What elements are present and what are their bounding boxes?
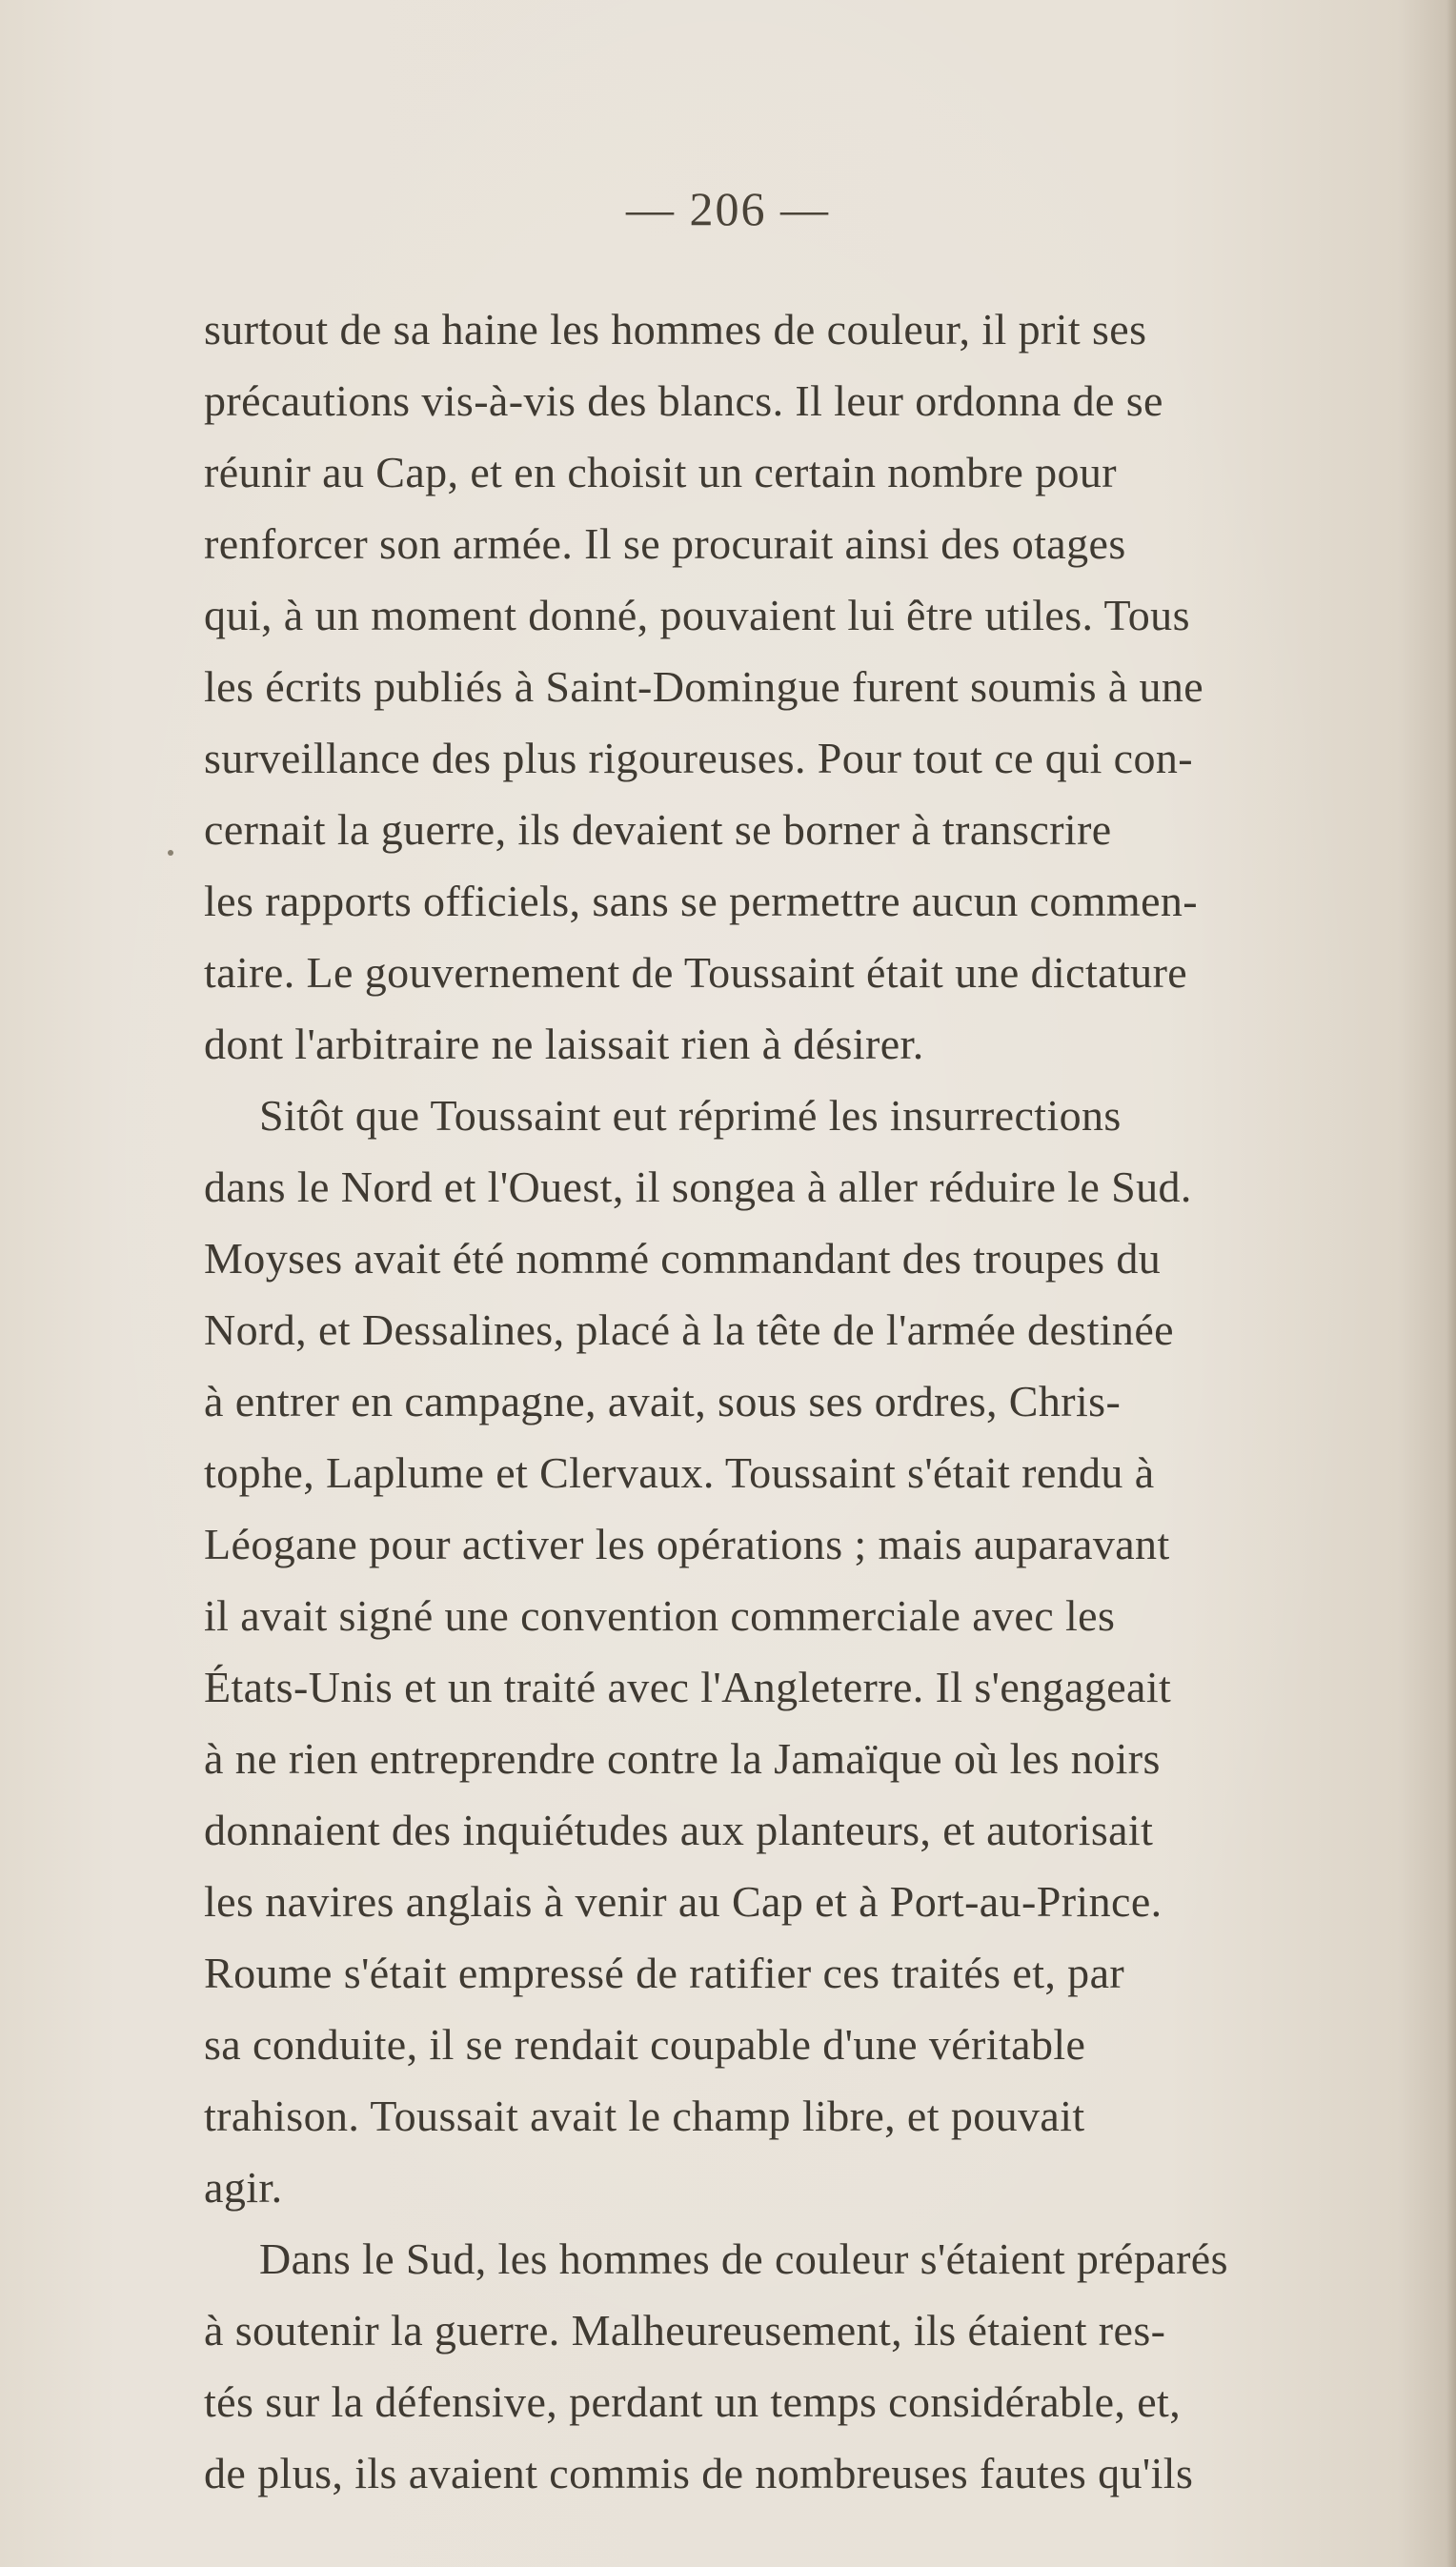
text-line: sa conduite, il se rendait coupable d'une véritable [204, 2020, 1086, 2069]
text-line: qui, à un moment donné, pouvaient lui être utiles. Tous [204, 591, 1190, 639]
text-line: donnaient des inquiétudes aux planteurs, et autorisait [204, 1806, 1154, 1854]
text-line: tophe, Laplume et Clervaux. Toussaint s'était rendu à [204, 1448, 1155, 1497]
text-line: dans le Nord et l'Ouest, il songea à aller réduire le Sud. [204, 1162, 1192, 1211]
page-number: — 206 — [626, 182, 830, 235]
body-text [204, 293, 1433, 2509]
text-line: tés sur la défensive, perdant un temps considérable, et, [204, 2377, 1182, 2426]
text-line: dont l'arbitraire ne laissait rien à désirer. [204, 1020, 924, 1068]
paper-speck [168, 850, 173, 856]
text-line: précautions vis-à-vis des blancs. Il leur ordonna de se [204, 376, 1163, 425]
text-line: États-Unis et un traité avec l'Angleterre. Il s'engageait [204, 1663, 1172, 1711]
text-line: agir. [204, 2163, 283, 2212]
text-line: trahison. Toussait avait le champ libre, et pouvait [204, 2092, 1085, 2140]
text-line: taire. Le gouvernement de Toussaint était une dictature [204, 948, 1188, 997]
text-line: à ne rien entreprendre contre la Jamaïque où les noirs [204, 1734, 1161, 1783]
text-line: les écrits publiés à Saint-Domingue furent soumis à une [204, 662, 1204, 711]
text-line: surtout de sa haine les hommes de couleur, il prit ses [204, 305, 1147, 354]
text-line: les navires anglais à venir au Cap et à Port-au-Prince. [204, 1877, 1163, 1926]
text-line: à soutenir la guerre. Malheureusement, ils étaient res- [204, 2306, 1166, 2355]
text-line: à entrer en campagne, avait, sous ses ordres, Chris- [204, 1377, 1122, 1425]
text-line: surveillance des plus rigoureuses. Pour tout ce qui con- [204, 734, 1193, 782]
text-line: il avait signé une convention commerciale avec les [204, 1591, 1116, 1640]
paragraph-start-line: Dans le Sud, les hommes de couleur s'étaient préparés [259, 2234, 1228, 2283]
text-line: de plus, ils avaient commis de nombreuses fautes qu'ils [204, 2449, 1194, 2497]
text-line: réunir au Cap, et en choisit un certain nombre pour [204, 448, 1117, 496]
text-line: Léogane pour activer les opérations ; mais auparavant [204, 1520, 1170, 1568]
text-line: les rapports officiels, sans se permettre aucun commen- [204, 877, 1199, 925]
page-edge-shadow [1446, 0, 1456, 2567]
text-line: cernait la guerre, ils devaient se borner à transcrire [204, 805, 1112, 854]
text-line: Moyses avait été nommé commandant des troupes du [204, 1234, 1162, 1283]
text-line: Roume s'était empressé de ratifier ces traités et, par [204, 1949, 1125, 1997]
text-line: renforcer son armée. Il se procurait ainsi des otages [204, 519, 1126, 568]
paragraph-start-line: Sitôt que Toussaint eut réprimé les insurrections [259, 1091, 1122, 1140]
text-line: Nord, et Dessalines, placé à la tête de l'armée destinée [204, 1305, 1174, 1354]
